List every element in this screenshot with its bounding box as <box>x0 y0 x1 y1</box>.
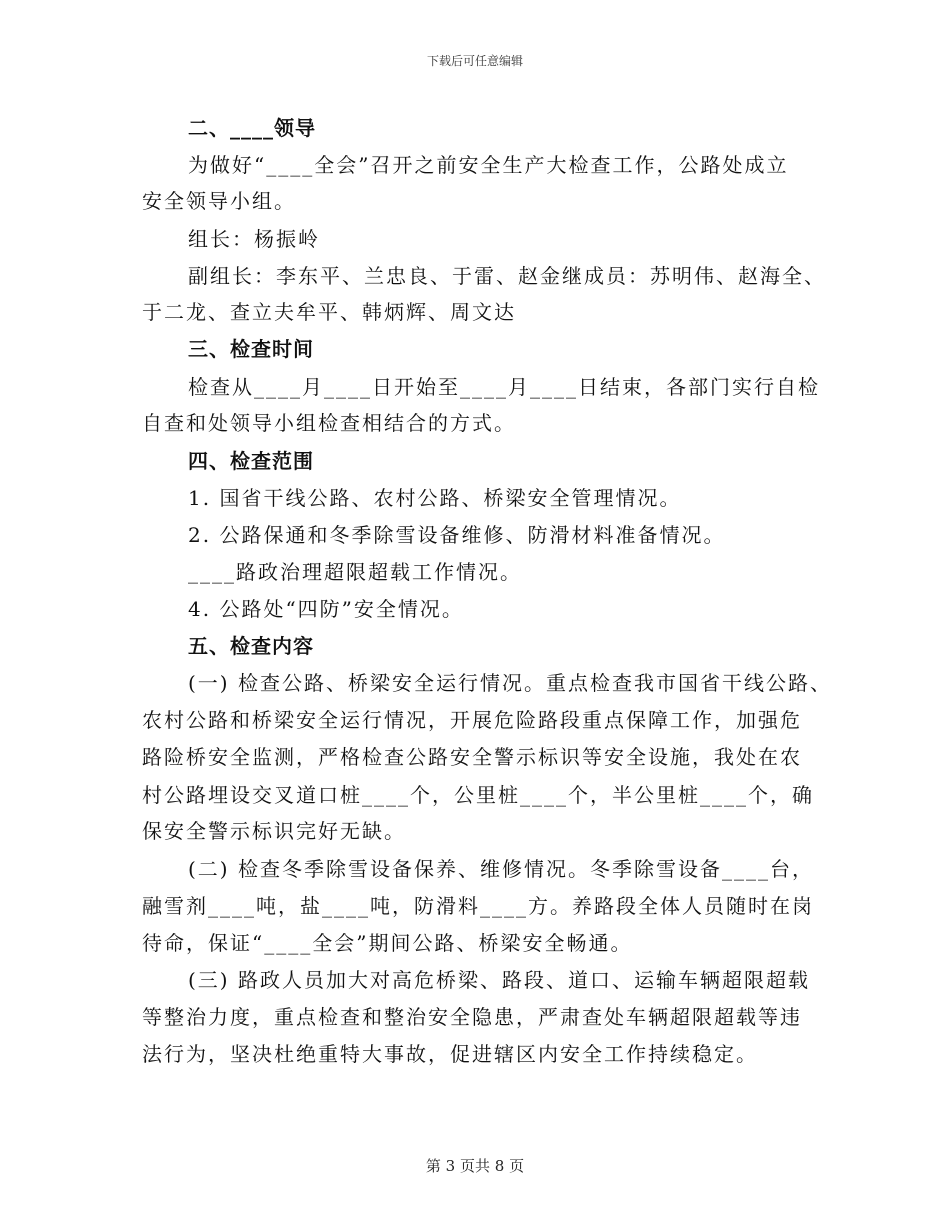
paragraph-line: 路险桥安全监测，严格检查公路安全警示标识等安全设施，我处在农 <box>142 745 802 769</box>
paragraph-line: (一) 检查公路、桥梁安全运行情况。重点检查我市国省干线公路、 <box>188 671 832 695</box>
paragraph-line: 于二龙、查立夫牟平、韩炳辉、周文达 <box>142 300 516 324</box>
paragraph-line: 融雪剂____吨，盐____吨，防滑料____方。养路段全体人员随时在岗 <box>142 894 814 918</box>
page-number: 第 3 页共 8 页 <box>425 1157 525 1175</box>
section-heading-scope: 四、检查范围 <box>188 449 314 473</box>
page-header: 下载后可任意编辑 <box>426 54 523 68</box>
list-item: 4. 公路处“四防”安全情况。 <box>188 597 464 621</box>
section-heading-content: 五、检查内容 <box>188 634 314 658</box>
paragraph-line: 副组长：李东平、兰忠良、于雷、赵金继成员：苏明伟、赵海全、 <box>188 264 826 288</box>
paragraph-line: 村公路埋设交叉道口桩____个，公里桩____个，半公里桩____个，确 <box>142 783 814 807</box>
paragraph-line: 保安全警示标识完好无缺。 <box>142 819 406 843</box>
paragraph-line: 法行为，坚决杜绝重特大事故，促进辖区内安全工作持续稳定。 <box>142 1042 758 1066</box>
list-item: ____路政治理超限超载工作情况。 <box>188 560 522 584</box>
section-heading-time: 三、检查时间 <box>188 337 314 361</box>
paragraph-line: (二) 检查冬季除雪设备保养、维修情况。冬季除雪设备____台， <box>188 857 814 881</box>
paragraph-line: 自查和处领导小组检查相结合的方式。 <box>142 411 516 435</box>
paragraph-line: 为做好“____全会”召开之前安全生产大检查工作，公路处成立 <box>188 153 789 177</box>
paragraph-line: 组长：杨振岭 <box>188 227 320 251</box>
paragraph-line: 农村公路和桥梁安全运行情况，开展危险路段重点保障工作，加强危 <box>142 708 802 732</box>
section-heading-leadership: 二、____领导 <box>188 116 316 140</box>
list-item: 1. 国省干线公路、农村公路、桥梁安全管理情况。 <box>188 486 682 510</box>
paragraph-line: 等整治力度，重点检查和整治安全隐患，严肃查处车辆超限超载等违 <box>142 1005 802 1029</box>
paragraph-line: 检查从____月____日开始至____月____日结束，各部门实行自检 <box>188 375 820 399</box>
paragraph-line: (三) 路政人员加大对高危桥梁、路段、道口、运输车辆超限超载 <box>188 968 810 992</box>
list-item: 2. 公路保通和冬季除雪设备维修、防滑材料准备情况。 <box>188 523 726 547</box>
paragraph-line: 安全领导小组。 <box>142 189 296 213</box>
paragraph-line: 待命，保证“____全会”期间公路、桥梁安全畅通。 <box>142 931 633 955</box>
